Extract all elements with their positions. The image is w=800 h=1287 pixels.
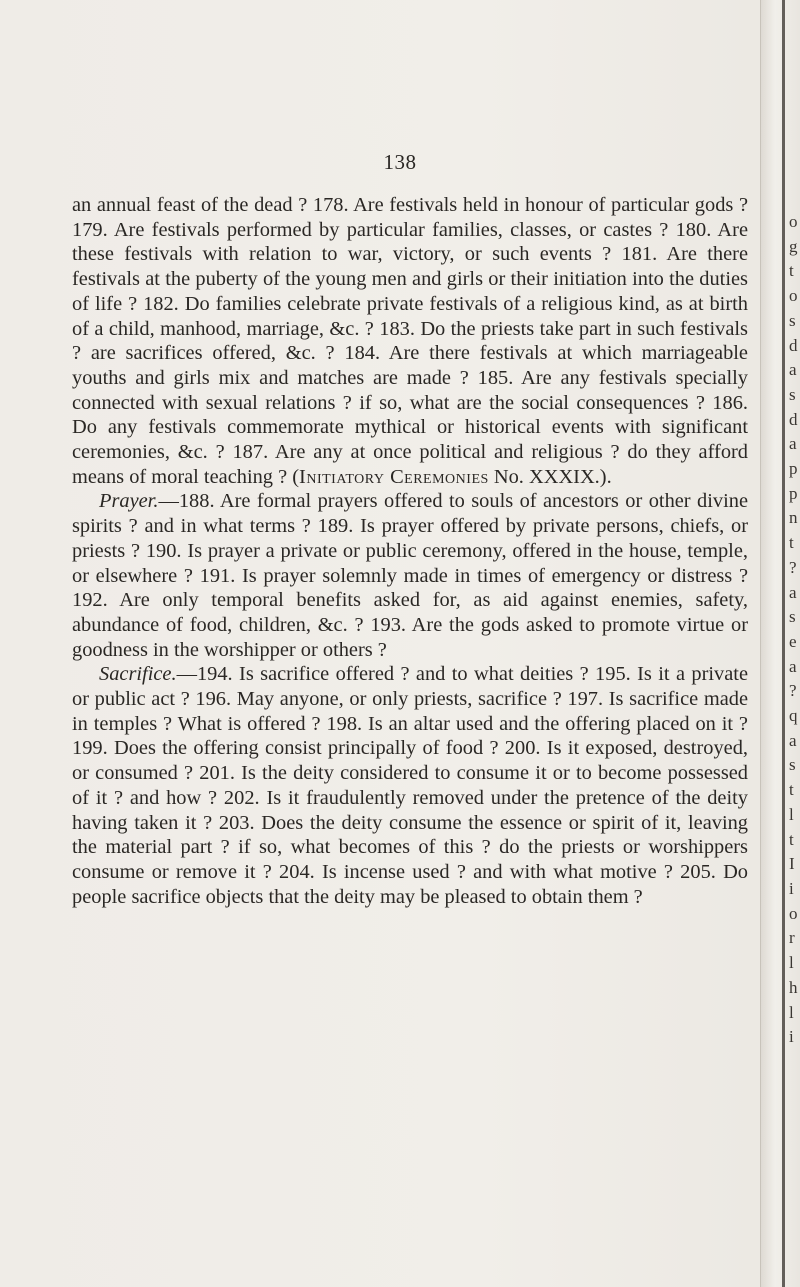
edge-fragment: s — [789, 755, 796, 775]
edge-fragment: p — [789, 483, 798, 503]
section-title: Prayer. — [99, 490, 159, 513]
edge-fragment: d — [789, 335, 798, 355]
edge-fragment: o — [789, 212, 798, 231]
small-caps-reference: Initiatory Ceremonies — [299, 465, 489, 488]
edge-fragment: o — [789, 286, 798, 306]
edge-fragment: l — [789, 953, 794, 973]
edge-fragment: t — [789, 780, 794, 800]
next-page-text-fragments — [789, 210, 800, 1050]
edge-fragment: r — [789, 928, 795, 948]
edge-fragment: t — [789, 829, 794, 849]
edge-fragment: n — [789, 508, 798, 528]
edge-fragment: i — [789, 1027, 794, 1047]
paragraph-text: —188. Are formal prayers offered to souls of ancestors or other divine spirits ? and in what terms ? 189. Is prayer offered by private persons, chiefs, or priests ? 190. Is prayer a private or public ceremony, offered in the house, temple, or elsewhere ? 191. Is prayer solemnly made in times of emergency or distress ? 192. Are only temporal benefits asked for, as aid against enemies, safety, abundance of food, children, &c. ? 193. Are the gods asked to promote virtue or goodness in the worshipper or others ? — [72, 490, 748, 661]
edge-fragment: a — [789, 656, 797, 676]
edge-fragment: t — [789, 261, 794, 281]
paragraph-text: an annual feast of the dead ? 178. Are festivals held in honour of particular gods ? 179. Are festivals performed by particular families, classes, or castes ? 180. Are these festivals with relation to war, victory, or such events ? 181. Are there festivals at the puberty of the young men and girls or their initiation into the duties of life ? 182. Do families celebrate private festivals of a religious kind, as at birth of a child, manhood, marriage, &c. ? 183. Do the priests take part in such festivals ? are sacrifices offered, &c. ? 184. Are there festivals at which marriageable youths and girls mix and matches are made ? 185. Are any festivals specially connected with sexual relations ? if so, what are the social consequences ? 186. Do any festivals commemorate mythical or historical events with significant ceremonies, &c. ? 187. Are any at once political and religious ? do they afford means of moral teaching ? ( — [72, 194, 748, 488]
body-text — [72, 193, 748, 909]
edge-fragment: s — [789, 310, 796, 330]
paragraph-text: —194. Is sacrifice offered ? and to what deities ? 195. Is it a private or public act ? 196. May anyone, or only priests, sacrifice ? 197. Is sacrifice made in temples ? What is offered ? 198. Is an altar used and the offering placed on it ? 199. Does the offering consist principally of food ? 200. Is it exposed, destroyed, or consumed ? 201. Is the deity considered to consume it or to become possessed of it ? and how ? 202. Is it fraudulently removed under the pretence of the deity having taken it ? 203. Does the deity consume the essence or spirit of it, leaving the material part ? if so, what becomes of this ? do the priests or worshippers consume or remove it ? 204. Is incense used ? and with what motive ? 205. Do people sacrifice objects that the deity may be pleased to obtain them ? — [72, 663, 748, 908]
edge-fragment: i — [789, 878, 794, 898]
edge-fragment: p — [789, 459, 798, 479]
edge-fragment: a — [789, 582, 797, 602]
edge-fragment: t — [789, 533, 794, 553]
edge-fragment: a — [789, 360, 797, 380]
paragraph — [72, 662, 748, 909]
paragraph — [72, 193, 748, 489]
section-title: Sacrifice. — [99, 663, 177, 686]
edge-fragment: l — [789, 1002, 794, 1022]
paragraph-text: No. XXXIX.). — [488, 465, 612, 488]
edge-fragment: s — [789, 607, 796, 627]
edge-fragment: a — [789, 730, 797, 750]
edge-fragment: s — [789, 384, 796, 404]
edge-fragment: h — [789, 977, 798, 997]
edge-fragment: ? — [789, 681, 797, 701]
edge-fragment: d — [789, 409, 798, 429]
edge-fragment: a — [789, 434, 797, 454]
edge-fragment: I — [789, 854, 795, 874]
paragraph — [72, 489, 748, 662]
edge-fragment: l — [789, 804, 794, 824]
edge-fragment: ? — [789, 557, 797, 577]
edge-fragment: e — [789, 631, 797, 651]
edge-fragment: g — [789, 236, 798, 256]
edge-fragment: q — [789, 706, 798, 726]
page-number: 138 — [383, 150, 417, 174]
page-gutter-shadow — [782, 0, 785, 1287]
edge-fragment: o — [789, 903, 798, 923]
